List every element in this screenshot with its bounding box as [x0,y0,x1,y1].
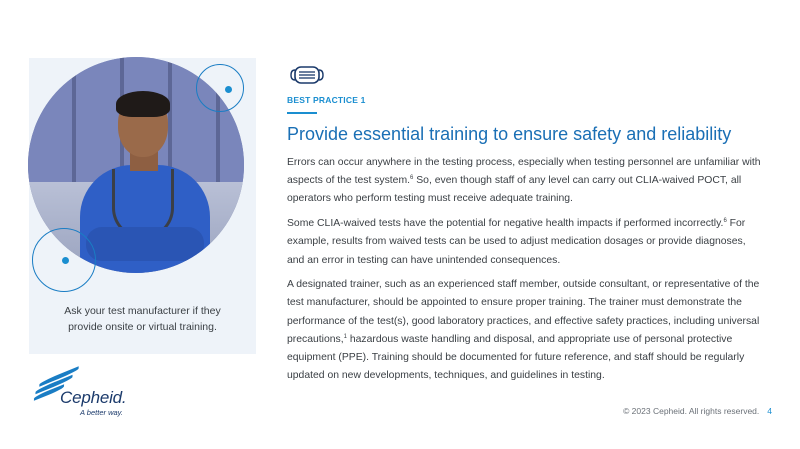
paragraph-3 [287,276,762,385]
callout-caption [40,303,245,335]
decorative-ring-top [196,64,244,112]
section-title: Provide essential training to ensure safety and reliability [287,124,732,144]
clinician-figure [80,87,210,273]
decorative-dot-top [225,86,232,93]
crossed-arms [86,227,204,261]
paragraph-1 [287,154,762,209]
paragraph-2 [287,215,762,270]
paragraph-1-text-b: So, even though staff of any level can carry out CLIA-waived POCT, all operators who perform testing must receive adequate training. [287,175,742,205]
footnote-ref: 6 [410,175,414,182]
hair [116,91,170,117]
decorative-dot-bottom [62,257,69,264]
cepheid-logo [36,368,136,418]
body-text [287,154,762,392]
eyebrow-divider [287,112,317,114]
copyright-text: © 2023 Cepheid. All rights reserved. [623,406,760,416]
caption-line-2: provide onsite or virtual training. [68,321,217,333]
paragraph-3-text-a: A designated trainer, such as an experienced staff member, outside consultant, or representative of the test manufacturer, should be appointed to ensure proper training. The trainer must demonstrate the performance of the test(s), good laboratory practices, and effective safety practices, including universal precautions, [287,279,760,345]
caption-line-1: Ask your test manufacturer if they [64,305,221,317]
paragraph-3-text-b: hazardous waste handling and disposal, and appropriate use of personal protective equipment (PPE). Training should be documented for future reference, and staff should be regularly updated on new developments, techniques, and guidelines in testing. [287,333,745,382]
page-number: 4 [767,406,772,416]
logo-tagline: A better way. [80,408,123,417]
footnote-ref: 1 [343,333,347,340]
face-mask-icon [290,64,324,86]
page-footer [623,406,772,416]
section-eyebrow: BEST PRACTICE 1 [287,95,366,105]
logo-wordmark: Cepheid. [60,388,127,407]
paragraph-2-text-a: Some CLIA-waived tests have the potential for negative health impacts if performed incorrectly. [287,218,724,230]
paragraph-1-text-a: Errors can occur anywhere in the testing process, especially when testing personnel are unfamiliar with aspects of the test system. [287,157,761,187]
footnote-ref: 6 [723,218,727,225]
paragraph-2-text-b: For example, results from waived tests can be used to adjust medication dosages or provide diagnoses, and an error in testing can have unintended consequences. [287,218,746,266]
